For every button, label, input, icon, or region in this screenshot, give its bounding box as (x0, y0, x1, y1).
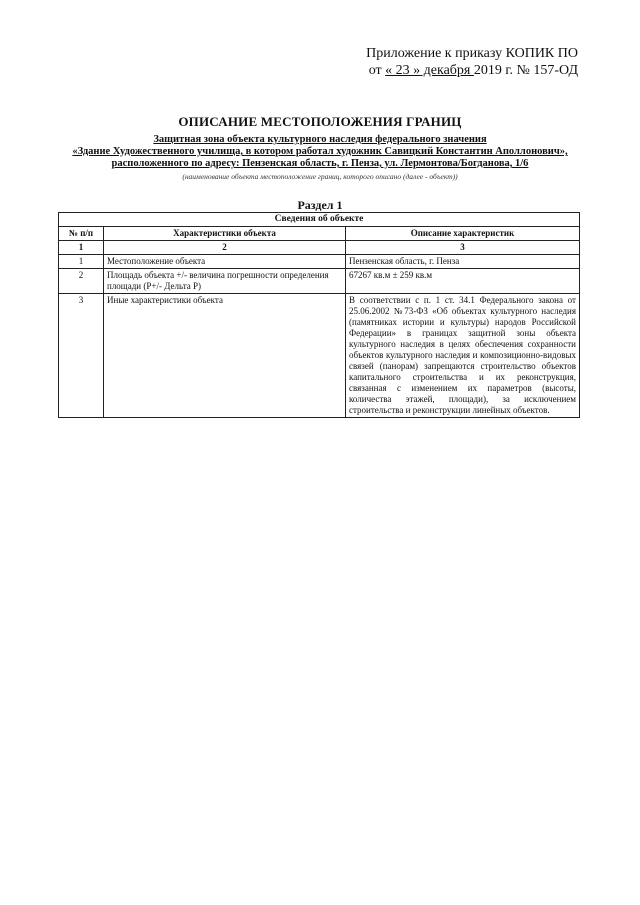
table-row (59, 269, 580, 294)
row-description: Пензенская область, г. Пенза (346, 255, 580, 269)
column-number: 2 (104, 241, 346, 255)
appendix-day: « 23 » (385, 63, 421, 78)
table-caption-row (59, 213, 580, 227)
row-characteristic: Площадь объекта +/- величина погрешности определения площади (Р+/- Дельта Р) (104, 269, 346, 294)
row-characteristic: Местоположение объекта (104, 255, 346, 269)
column-number: 1 (59, 241, 104, 255)
header-characteristic: Характеристики объекта (104, 227, 346, 241)
table-caption: Сведения об объекте (59, 213, 580, 227)
subtitle-line-1: Защитная зона объекта культурного наследия федерального значения (153, 134, 487, 145)
table-row (59, 255, 580, 269)
row-characteristic: Иные характеристики объекта (104, 294, 346, 418)
object-info-table (58, 212, 580, 418)
row-num: 3 (59, 294, 104, 418)
row-description: В соответствии с п. 1 ст. 34.1 Федерального закона от 25.06.2002 №73-ФЗ «Об объектах культурного наследия (памятниках истории и культуры) народов Российской Федерации» в границах защитной зоны объекта культурного наследия в целях обеспечения сохранности объектов культурного наследия и композиционно-видовых связей (панорам) запрещаются строительство объектов капитального строительства и их реконструкция, связанная с изменением их параметров (высоты, количества этажей, площади), за исключением строительства и реконструкции линейных объектов. (346, 294, 580, 418)
subtitle-line-2: «Здание Художественного училища, в котором работал художник Савицкий Константин Аполлонович», (72, 146, 568, 157)
appendix-line-2 (366, 62, 578, 79)
header-description: Описание характеристик (346, 227, 580, 241)
subtitle-line-3: расположенного по адресу: Пензенская область, г. Пенза, ул. Лермонтова/Богданова, 1/6 (111, 158, 529, 169)
appendix-from: от (368, 63, 386, 78)
section-title: Раздел 1 (297, 198, 343, 212)
appendix-header (366, 45, 578, 79)
column-number: 3 (346, 241, 580, 255)
document-title: ОПИСАНИЕ МЕСТОПОЛОЖЕНИЯ ГРАНИЦ (178, 114, 462, 129)
header-num: № п/п (59, 227, 104, 241)
appendix-year: 2019 г. № (473, 63, 534, 78)
table-row (59, 294, 580, 418)
row-description: 67267 кв.м ± 259 кв.м (346, 269, 580, 294)
appendix-month: декабря (420, 63, 474, 78)
subtitle-caption: (наименование объекта местоположение границ, которого описано (далее - объект)) (182, 172, 458, 181)
row-num: 1 (59, 255, 104, 269)
row-num: 2 (59, 269, 104, 294)
appendix-order-number: 157-ОД (533, 63, 578, 78)
table-header-row (59, 227, 580, 241)
object-subtitle (0, 134, 640, 183)
column-number-row (59, 241, 580, 255)
appendix-line-1: Приложение к приказу КОПИК ПО (366, 46, 578, 61)
